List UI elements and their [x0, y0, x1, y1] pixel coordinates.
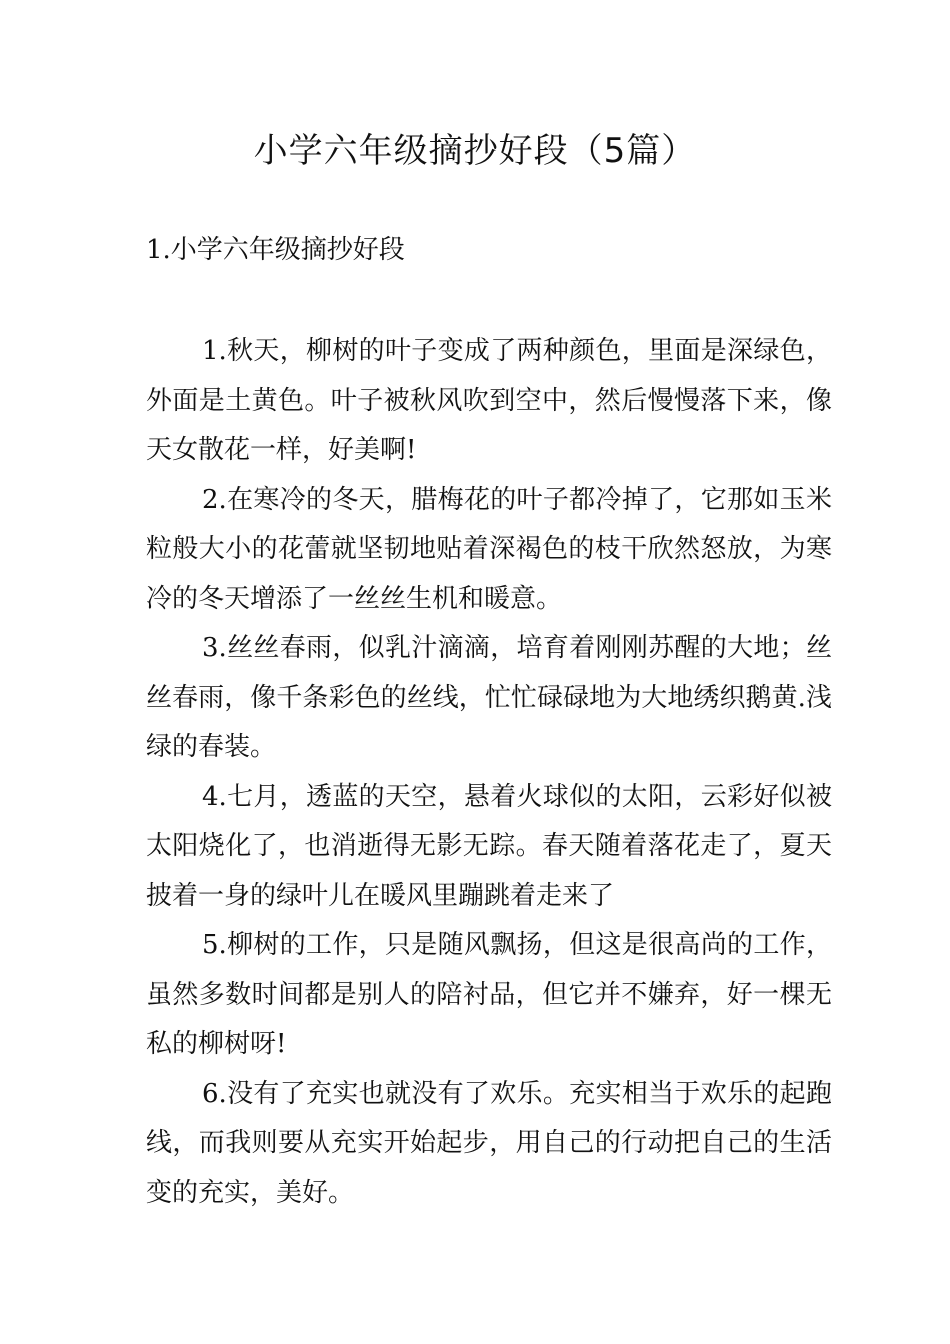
paragraph-5: 5.柳树的工作，只是随风飘扬，但这是很高尚的工作，虽然多数时间都是别人的陪衬品，但它并不嫌弃，好一棵无私的柳树呀! [146, 930, 832, 1059]
paragraph-list [146, 327, 832, 1218]
paragraph-6: 6.没有了充实也就没有了欢乐。充实相当于欢乐的起跑线，而我则要从充实开始起步，用自己的行动把自己的生活变的充实，美好。 [146, 1078, 832, 1208]
document-title: 小学六年级摘抄好段（5篇） [253, 131, 697, 171]
paragraph-4: 4.七月，透蓝的天空，悬着火球似的太阳，云彩好似被太阳烧化了，也消逝得无影无踪。春天随着落花走了，夏天披着一身的绿叶儿在暖风里蹦跳着走来了 [146, 781, 832, 911]
section-heading: 1.小学六年级摘抄好段 [146, 235, 405, 265]
paragraph-2: 2.在寒冷的冬天，腊梅花的叶子都冷掉了，它那如玉米粒般大小的花蕾就坚韧地贴着深褐色的枝干欣然怒放，为寒冷的冬天增添了一丝丝生机和暖意。 [146, 484, 832, 614]
paragraph-3: 3.丝丝春雨，似乳汁滴滴，培育着刚刚苏醒的大地；丝丝春雨，像千条彩色的丝线，忙忙碌碌地为大地绣织鹅黄.浅绿的春装。 [146, 633, 832, 762]
paragraph-1: 1.秋天，柳树的叶子变成了两种颜色，里面是深绿色，外面是土黄色。叶子被秋风吹到空中，然后慢慢落下来，像天女散花一样，好美啊! [146, 336, 832, 465]
